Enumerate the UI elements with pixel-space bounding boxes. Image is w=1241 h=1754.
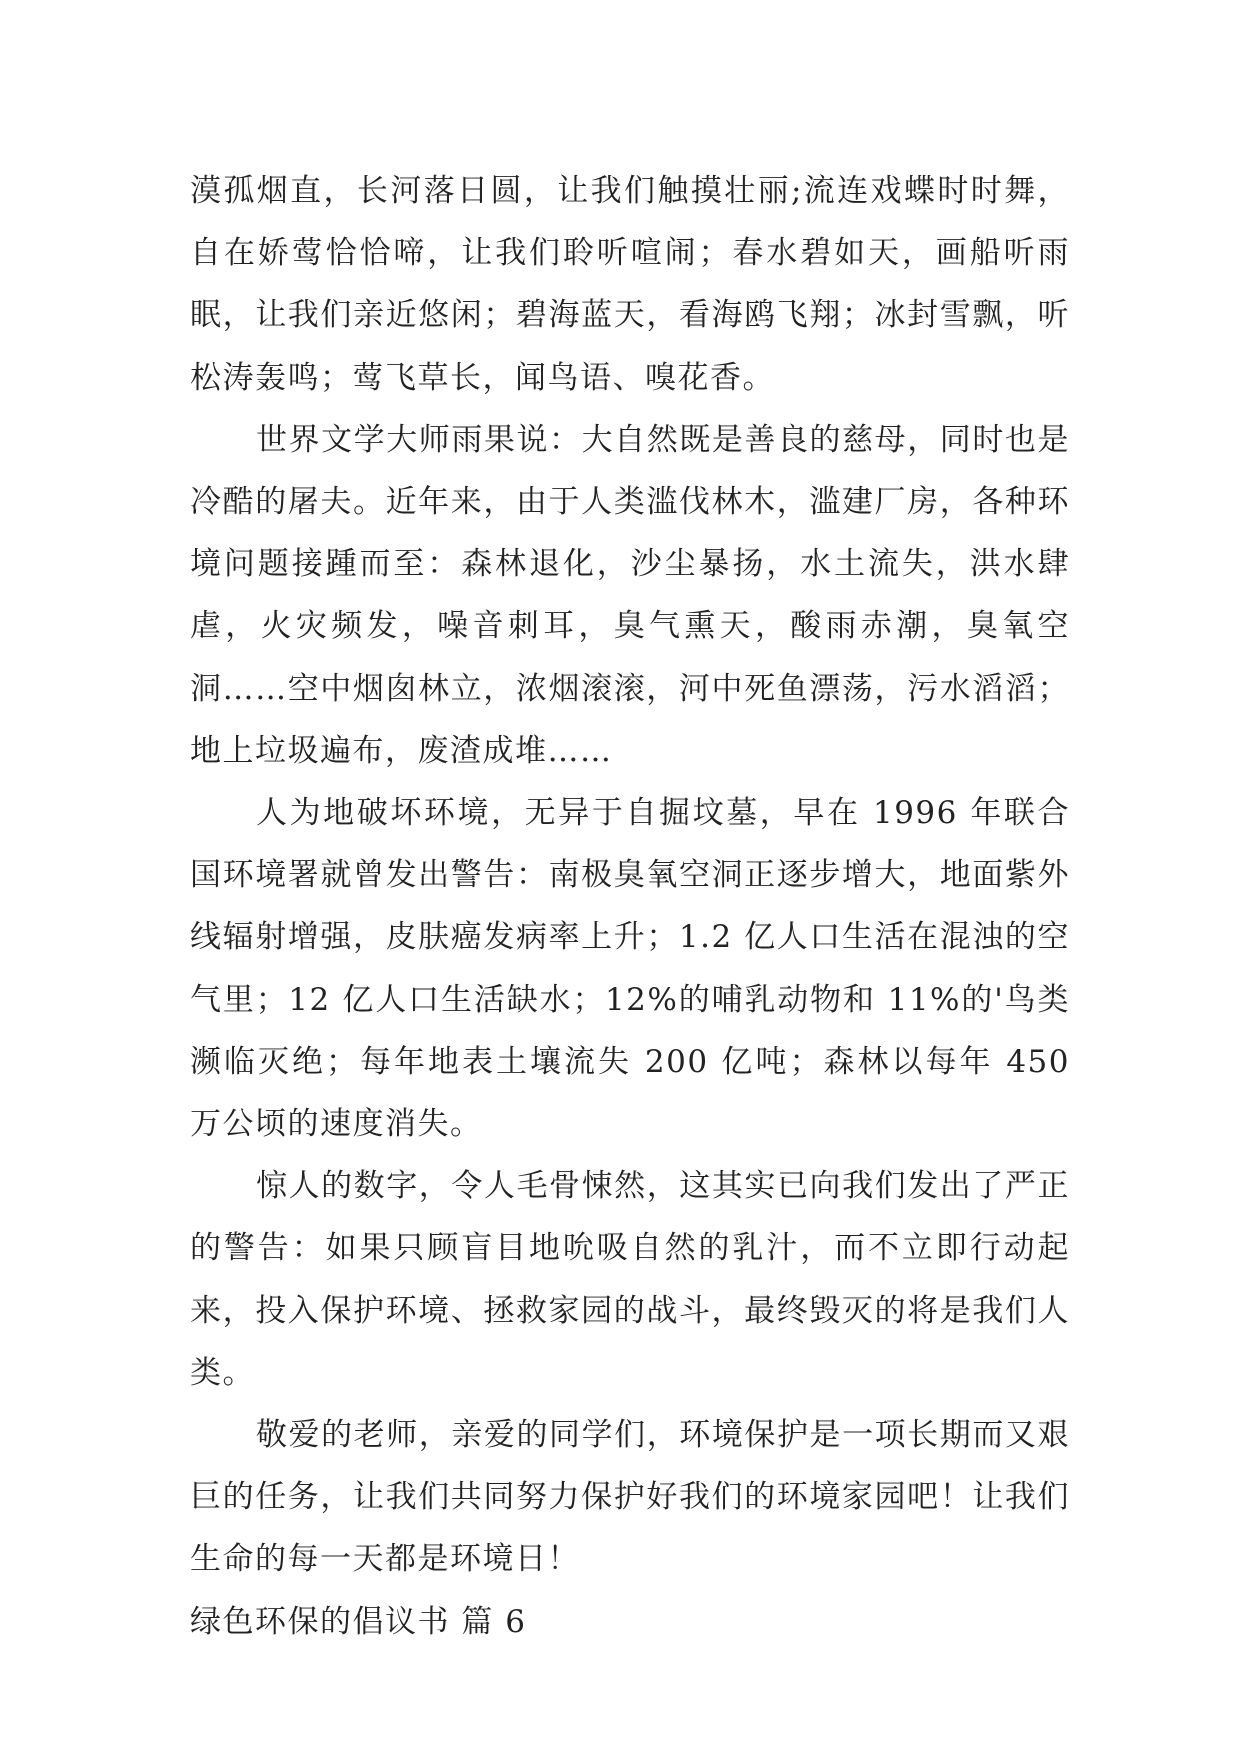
document-body	[190, 160, 1070, 1653]
paragraph-hugo-quote: 世界文学大师雨果说：大自然既是善良的慈母，同时也是冷酷的屠夫。近年来，由于人类滥伐林木，滥建厂房，各种环境问题接踵而至：森林退化，沙尘暴扬，水土流失，洪水肆虐，火灾频发，噪音刺耳，臭气熏天，酸雨赤潮，臭氧空洞……空中烟囱林立，浓烟滚滚，河中死鱼漂荡，污水滔滔；地上垃圾遍布，废渣成堆……	[190, 421, 1070, 769]
paragraph-scenery: 漠孤烟直，长河落日圆，让我们触摸壮丽;流连戏蝶时时舞，自在娇莺恰恰啼，让我们聆听喧闹；春水碧如天，画船听雨眠，让我们亲近悠闲；碧海蓝天，看海鸥飞翔；冰封雪飘，听松涛轰鸣；莺飞草长，闻鸟语、嗅花香。	[190, 173, 1070, 396]
paragraph-call-to-action: 敬爱的老师，亲爱的同学们，环境保护是一项长期而又艰巨的任务，让我们共同努力保护好我们的环境家园吧！让我们生命的每一天都是环境日！	[190, 1417, 1070, 1578]
paragraph-alarming-numbers: 惊人的数字，令人毛骨悚然，这其实已向我们发出了严正的警告：如果只顾盲目地吮吸自然的乳汁，而不立即行动起来，投入保护环境、拯救家园的战斗，最终毁灭的将是我们人类。	[190, 1168, 1070, 1391]
section-heading: 绿色环保的倡议书 篇 6	[190, 1603, 527, 1640]
paragraph-un-warning: 人为地破坏环境，无异于自掘坟墓，早在 1996 年联合国环境署就曾发出警告：南极臭氧空洞正逐步增大，地面紫外线辐射增强，皮肤癌发病率上升；1.2 亿人口生活在混浊的空气里；12 亿人口生活缺水；12%的哺乳动物和 11%的'鸟类濒临灭绝；每年地表土壤流失 200 亿吨；森林以每年 450 万公顷的速度消失。	[190, 795, 1070, 1143]
